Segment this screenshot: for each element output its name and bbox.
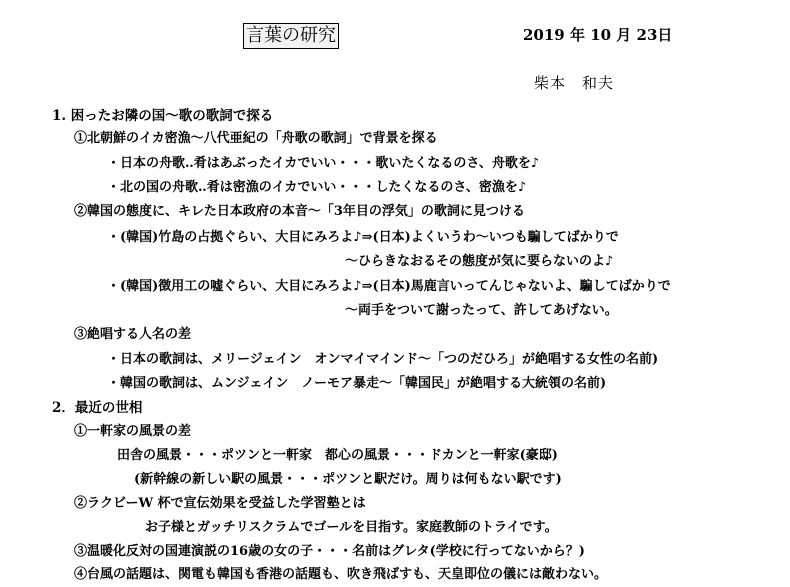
document-title: 言葉の研究	[243, 23, 339, 49]
list-item: ・北の国の舟歌‥肴は密漁のイカでいい・・・したくなるのさ、密漁を♪	[107, 180, 527, 195]
list-item-continuation: ～両手をついて謝ったって、許してあげない。	[345, 303, 618, 318]
section-heading-1: 1. 困ったお隣の国～歌の歌詞で探る	[52, 108, 274, 124]
list-item: お子様とガッチリスクラムでゴールを目指す。家庭教師のトライです。	[145, 520, 558, 535]
list-item: ・韓国の歌詞は、ムンジェイン ノーモア暴走～「韓国民」が絶唱する大統領の名前)	[107, 376, 607, 391]
list-item-continuation: ～ひらきなおるその態度が気に要らないのよ♪	[345, 254, 614, 269]
list-item: ・(韓国)徴用工の嘘ぐらい、大目にみろよ♪⇒(日本)馬鹿言いってんじゃないよ、騙してばかりで	[107, 279, 671, 294]
subsection-2-3: ③温暖化反対の国連演説の16歳の女の子・・・名前はグレタ(学校に行ってないから？)	[74, 544, 585, 559]
list-item: ・日本の歌詞は、メリージェイン オンマイマインド～「つのだひろ」が絶唱する女性の名前)	[107, 352, 659, 367]
subsection-1-2: ②韓国の態度に、キレた日本政府の本音～「3年目の浮気」の歌詞に見つける	[74, 204, 525, 219]
list-item: ・(韓国)竹島の占拠ぐらい、大目にみろよ♪⇒(日本)よくいうわ～いつも騙してばかりで	[107, 230, 619, 245]
document-author: 柴本 和夫	[534, 74, 615, 92]
document-date: 2019 年 10 月 23日	[523, 26, 673, 44]
section-heading-2: 2．最近の世相	[52, 400, 143, 416]
list-item: (新幹線の新しい駅の風景・・・ポツンと駅だけ。周りは何もない駅です)	[134, 472, 562, 487]
list-item: ・日本の舟歌‥肴はあぶったイカでいい・・・歌いたくなるのさ、舟歌を♪	[107, 156, 540, 171]
list-item: 田舎の風景・・・ポツンと一軒家 都心の風景・・・ドカンと一軒家(豪邸)	[117, 448, 558, 463]
subsection-1-1: ①北朝鮮のイカ密漁～八代亜紀の「舟歌の歌詞」で背景を探る	[74, 131, 438, 146]
subsection-2-4: ④台風の話題は、関電も韓国も香港の話題も、吹き飛ばすも、天皇即位の儀には敵わない。	[74, 567, 608, 582]
subsection-2-2: ②ラクビーW 杯で宣伝効果を受益した学習塾とは	[74, 496, 366, 511]
subsection-1-3: ③絶唱する人名の差	[74, 327, 192, 342]
subsection-2-1: ①一軒家の風景の差	[74, 424, 192, 439]
